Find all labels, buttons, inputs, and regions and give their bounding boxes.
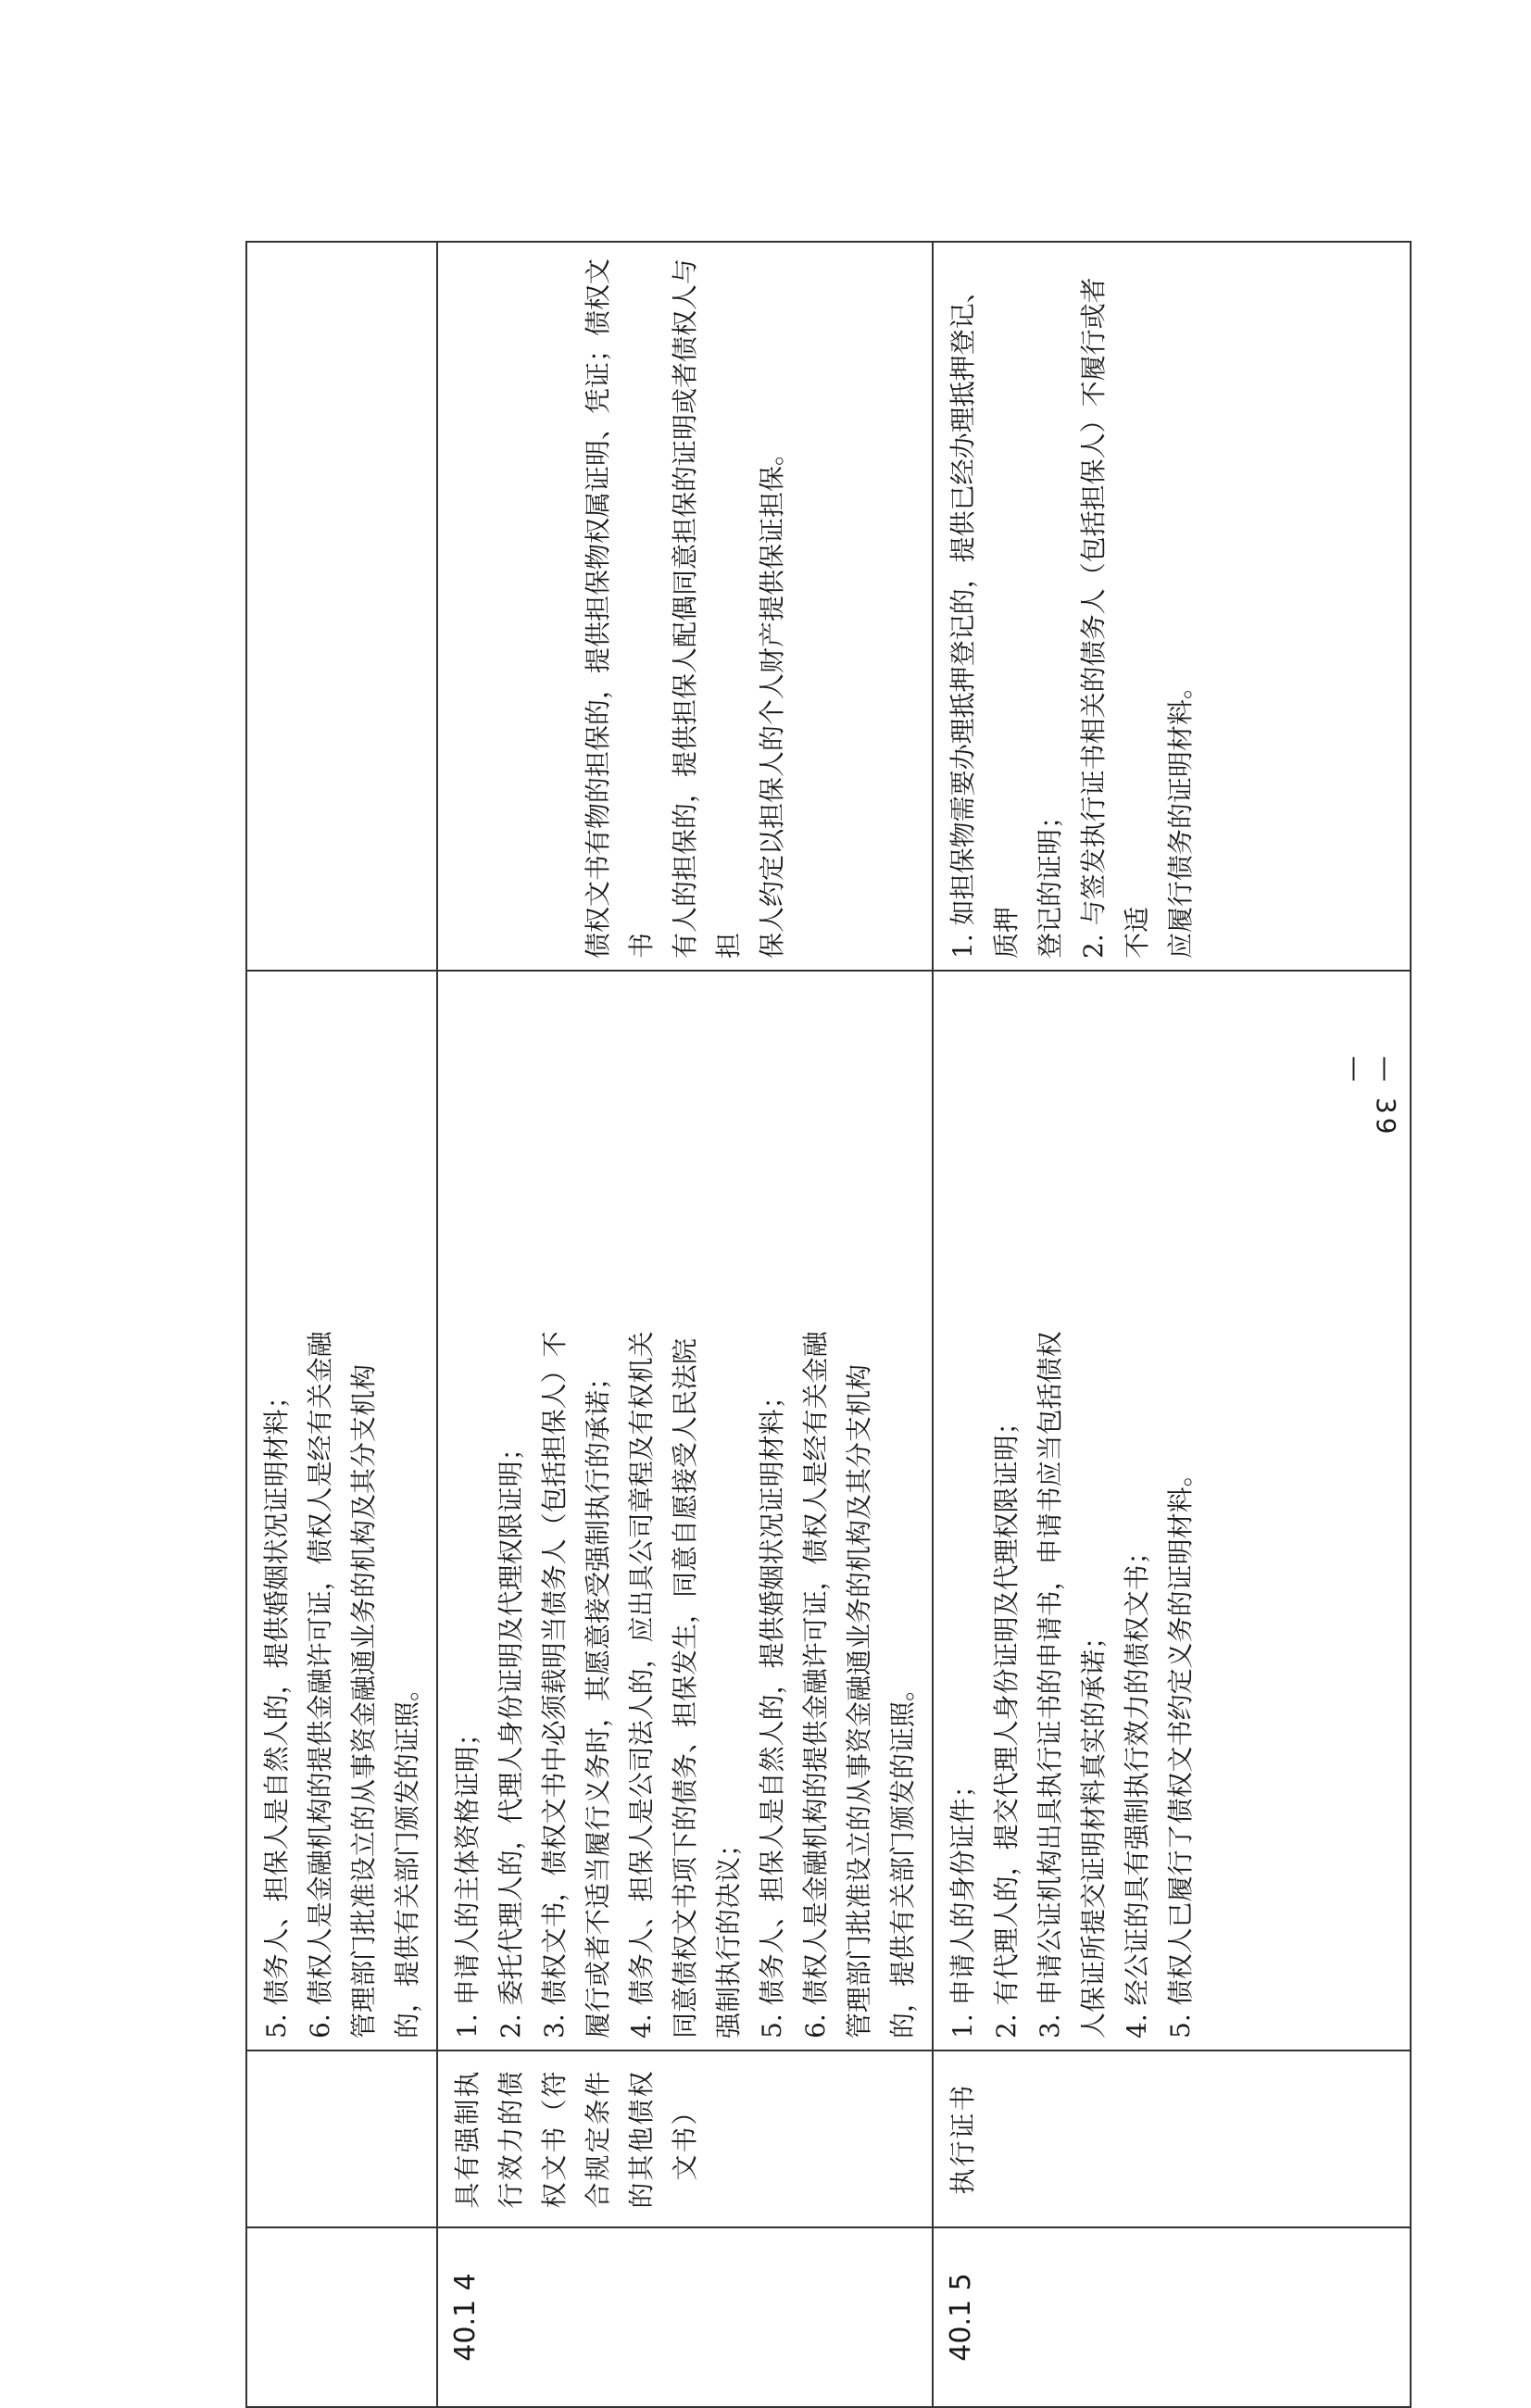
- requirement-line: 2. 委托代理人的，代理人身份证明及代理权限证明；: [496, 1435, 526, 2038]
- requirements-cell: [933, 971, 1411, 2051]
- requirement-line: 6. 债权人是金融机构的提供金融许可证，债权人是经有关金融: [305, 1331, 335, 2038]
- note-line: 1. 如担保物需要办理抵押登记的，提供已经办理抵押登记、质押: [947, 277, 1022, 959]
- requirement-line: 同意债权文书项下的债务、担保发生，同意自愿接受人民法院: [670, 1337, 700, 2038]
- requirement-line: 3. 申请公证机构出具执行证书的申请书，申请书应当包括债权: [1035, 1331, 1065, 2038]
- requirements-table: [245, 241, 1412, 2408]
- row-number-cell: [437, 2227, 933, 2407]
- table-row: [437, 242, 933, 2407]
- requirement-line: 5. 债权人已履行了债权文书约定义务的证明材料。: [1165, 1461, 1196, 2038]
- notes-cell: [437, 242, 933, 971]
- requirement-line: 的，提供有关部门颁发的证照。: [887, 1674, 918, 2038]
- requirements-cell: [437, 971, 933, 2051]
- requirement-line: 1. 申请人的主体资格证明；: [452, 1720, 483, 2038]
- row-name-cell: [246, 2051, 437, 2227]
- row-number: 40.1 4: [449, 2273, 482, 2362]
- requirement-line: 4. 经公证的具有强制执行效力的债权文书；: [1122, 1538, 1152, 2038]
- requirement-line: 5. 债务人、担保人是自然人的，提供婚姻状况证明材料；: [757, 1383, 787, 2038]
- requirement-line: 强制执行的决议；: [713, 1830, 744, 2038]
- note-line: 应履行债务的证明材料。: [1165, 672, 1196, 959]
- note-line: 有人的担保的，提供担保人配偶同意担保的证明或者债权人与担: [670, 257, 744, 959]
- requirement-line: 人保证所提交证明材料真实的承诺；: [1078, 1623, 1109, 2038]
- requirement-line: 3. 债权文书，债权文书中必须载明当债务人（包括担保人）不: [539, 1331, 570, 2038]
- row-name: 执行证书: [947, 2083, 978, 2195]
- row-name-cell: [437, 2051, 933, 2227]
- note-line: 保人约定以担保人的个人财产提供保证担保。: [757, 439, 787, 959]
- row-number-cell: [933, 2227, 1411, 2407]
- row-name-cell: [933, 2051, 1411, 2227]
- notes-cell: [933, 242, 1411, 971]
- row-number-cell: [246, 2227, 437, 2407]
- rotated-table-frame: [245, 241, 1348, 2408]
- table-row: [246, 242, 437, 2407]
- requirement-line: 4. 债务人、担保人是公司法人的，应出具公司章程及有权机关: [626, 1331, 657, 2038]
- table-row: [933, 242, 1411, 2407]
- note-line: 2. 与签发执行证书相关的债务人（包括担保人）不履行或者不适: [1078, 277, 1152, 959]
- requirement-line: 1. 申请人的身份证件；: [947, 1772, 978, 2038]
- notes-cell: [246, 242, 437, 971]
- requirement-line: 履行或者不适当履行义务时，其愿意接受强制执行的承诺；: [583, 1363, 613, 2038]
- requirement-line: 6. 债权人是金融机构的提供金融许可证，债权人是经有关金融: [800, 1331, 831, 2038]
- requirement-line: 2. 有代理人的，提交代理人身份证明及代理权限证明；: [991, 1409, 1022, 2038]
- page-number: — 39 —: [1340, 1056, 1401, 1138]
- requirement-line: 管理部门批准设立的从事资金融通业务的机构及其分支机构: [348, 1363, 379, 2038]
- requirement-line: 5. 债务人、担保人是自然人的，提供婚姻状况证明材料；: [261, 1383, 292, 2038]
- requirements-cell: [246, 971, 437, 2051]
- row-name: 具有强制执行效力的债权文书（符合规定条件的其他债权文书）: [452, 2069, 700, 2209]
- note-line: 登记的证明；: [1035, 802, 1065, 959]
- row-number: 40.1 5: [945, 2273, 977, 2362]
- note-line: 债权文书有物的担保的，提供担保物权属证明、凭证；债权文书: [583, 257, 657, 959]
- requirement-line: 管理部门批准设立的从事资金融通业务的机构及其分支机构: [844, 1363, 874, 2038]
- requirement-line: 的，提供有关部门颁发的证照。: [392, 1674, 422, 2038]
